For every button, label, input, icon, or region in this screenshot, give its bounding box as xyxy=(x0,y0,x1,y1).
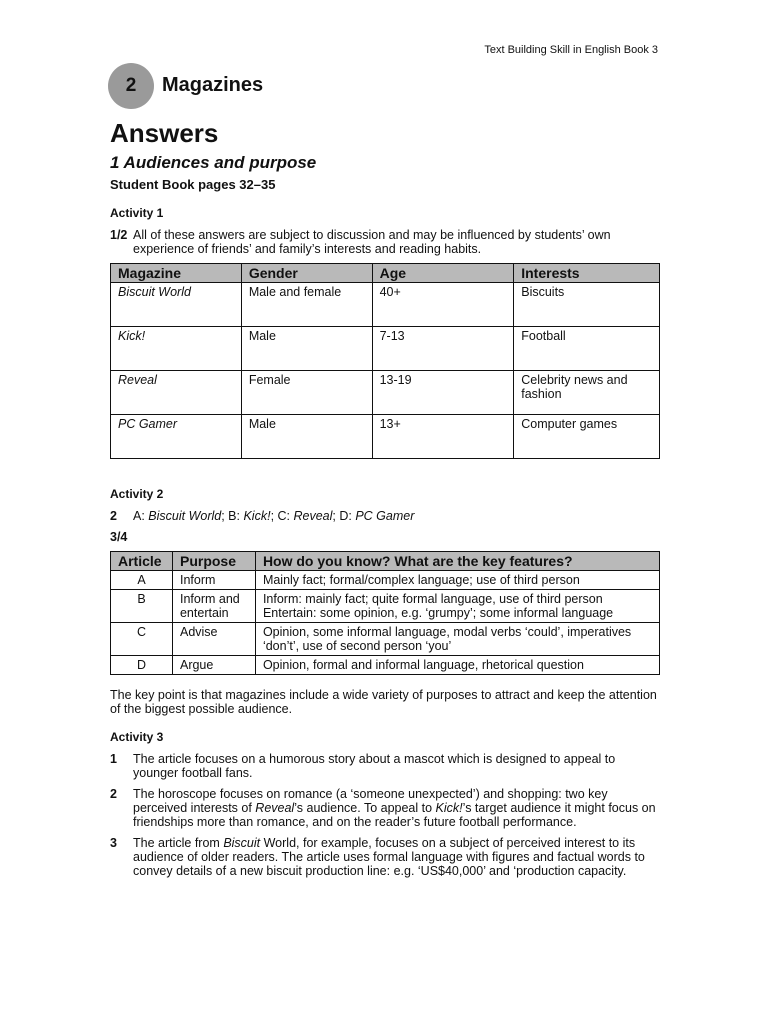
table-row xyxy=(111,623,660,656)
feature-line: Entertain: some opinion, e.g. ‘grumpy’; some informal language xyxy=(262,606,614,620)
magazine-name: Kick! xyxy=(243,509,271,523)
table-header-row xyxy=(111,264,660,283)
table-cell: Celebrity news and fashion xyxy=(514,371,660,415)
activity-1-number: 1/2 xyxy=(110,228,128,242)
column-header: Gender xyxy=(241,264,372,283)
table-row xyxy=(111,590,660,623)
activity-3-item-text xyxy=(133,787,660,829)
activity-1-text-continued xyxy=(133,242,663,256)
answer-text: ; D: xyxy=(332,509,356,523)
table-cell: Opinion, formal and informal language, rhetorical question xyxy=(255,656,659,675)
table-cell: 13-19 xyxy=(372,371,514,415)
chapter-number-badge: 2 xyxy=(108,63,154,109)
table-cell: Opinion, some informal language, modal verbs ‘could’, imperatives ‘don’t’, use of second person ‘you’ xyxy=(255,623,659,656)
answer-text: The article from xyxy=(133,836,224,850)
activity-1-text-line2: experience of friends’ and family’s interests and reading habits. xyxy=(133,242,482,256)
table-cell: D xyxy=(111,656,173,675)
table-cell: Inform xyxy=(172,571,255,590)
table-cell: Reveal xyxy=(111,371,242,415)
table-header-row xyxy=(111,552,660,571)
magazine-name: Reveal xyxy=(255,801,295,815)
table-row xyxy=(111,371,660,415)
table-cell: Female xyxy=(241,371,372,415)
answer-text: World, for example, focuses on a subject of perceived interest to its audience of older readers. The article uses formal language with figures and factual words to convey details of a new biscuit production line: e.g. ‘US$40,000’ and ‘production capacity. xyxy=(133,836,645,878)
answer-text: The article focuses on a humorous story about a mascot which is designed to appeal to younger football fans. xyxy=(133,752,616,780)
chapter-title: Magazines xyxy=(162,74,264,96)
magazine-name: Kick! xyxy=(435,801,463,815)
table-cell: Computer games xyxy=(514,415,660,459)
column-header: Purpose xyxy=(172,552,255,571)
table-cell: A xyxy=(111,571,173,590)
column-header: Age xyxy=(372,264,514,283)
answer-text: ; B: xyxy=(221,509,244,523)
table-cell: C xyxy=(111,623,173,656)
magazine-audience-table xyxy=(110,263,660,459)
table-cell: Inform and entertain xyxy=(172,590,255,623)
table-cell xyxy=(255,590,659,623)
table-cell: 7-13 xyxy=(372,327,514,371)
activity-2-q2-number: 2 xyxy=(110,509,117,523)
magazine-name: Biscuit World xyxy=(148,509,222,523)
table-cell: Football xyxy=(514,327,660,371)
table-cell: Male xyxy=(241,415,372,459)
table-cell: Kick! xyxy=(111,327,242,371)
key-point-paragraph: The key point is that magazines include a wide variety of purposes to attract and keep the attention of the biggest possible audience. xyxy=(110,688,657,716)
table-cell: Advise xyxy=(172,623,255,656)
table-cell: B xyxy=(111,590,173,623)
table-cell: Biscuit World xyxy=(111,283,242,327)
table-cell: Biscuits xyxy=(514,283,660,327)
table-row xyxy=(111,415,660,459)
magazine-name: PC Gamer xyxy=(355,509,415,523)
answer-text: ’s target audience it might focus on friendships more than romance, and on the reader’s future football performance. xyxy=(133,801,656,829)
table-row xyxy=(111,327,660,371)
activity-3-item-number: 2 xyxy=(110,787,117,801)
magazine-name: Reveal xyxy=(293,509,333,523)
table-cell: Argue xyxy=(172,656,255,675)
table-row xyxy=(111,656,660,675)
activity-2-q34-number: 3/4 xyxy=(110,530,128,544)
table-cell: Mainly fact; formal/complex language; use of third person xyxy=(255,571,659,590)
answer-text: ’s audience. To appeal to xyxy=(294,801,436,815)
table-cell: Male xyxy=(241,327,372,371)
activity-1-text-line1: All of these answers are subject to discussion and may be influenced by students’ own xyxy=(133,228,611,242)
column-header: Magazine xyxy=(111,264,242,283)
table-cell: 40+ xyxy=(372,283,514,327)
activity-1-text xyxy=(133,228,663,242)
activity-1-heading: Activity 1 xyxy=(110,206,164,220)
activity-3-heading: Activity 3 xyxy=(110,730,164,744)
section-title: 1 Audiences and purpose xyxy=(110,153,317,172)
activity-3-item-number: 1 xyxy=(110,752,117,766)
table-row xyxy=(111,283,660,327)
answer-text: ; C: xyxy=(270,509,294,523)
column-header: Article xyxy=(111,552,173,571)
activity-2-q2-answer xyxy=(133,509,414,523)
column-header: Interests xyxy=(514,264,660,283)
table-row xyxy=(111,571,660,590)
column-header: How do you know? What are the key features? xyxy=(255,552,659,571)
table-cell: Male and female xyxy=(241,283,372,327)
feature-line: Inform: mainly fact; quite formal language, use of third person xyxy=(262,592,603,606)
magazine-name: Biscuit xyxy=(223,836,261,850)
answer-text: The horoscope focuses on romance (a ‘someone unexpected’) and shopping: two key perceived interests of xyxy=(133,787,608,815)
activity-2-heading: Activity 2 xyxy=(110,487,164,501)
activity-3-item-number: 3 xyxy=(110,836,117,850)
article-purpose-table xyxy=(110,551,660,675)
table-cell: PC Gamer xyxy=(111,415,242,459)
page-title: Answers xyxy=(110,118,219,148)
activity-3-item-text xyxy=(133,752,638,780)
activity-3-item-text xyxy=(133,836,660,878)
table-cell: 13+ xyxy=(372,415,514,459)
student-book-pages: Student Book pages 32–35 xyxy=(110,177,276,192)
running-header: Text Building Skill in English Book 3 xyxy=(484,44,658,56)
answer-text: A: xyxy=(133,509,149,523)
